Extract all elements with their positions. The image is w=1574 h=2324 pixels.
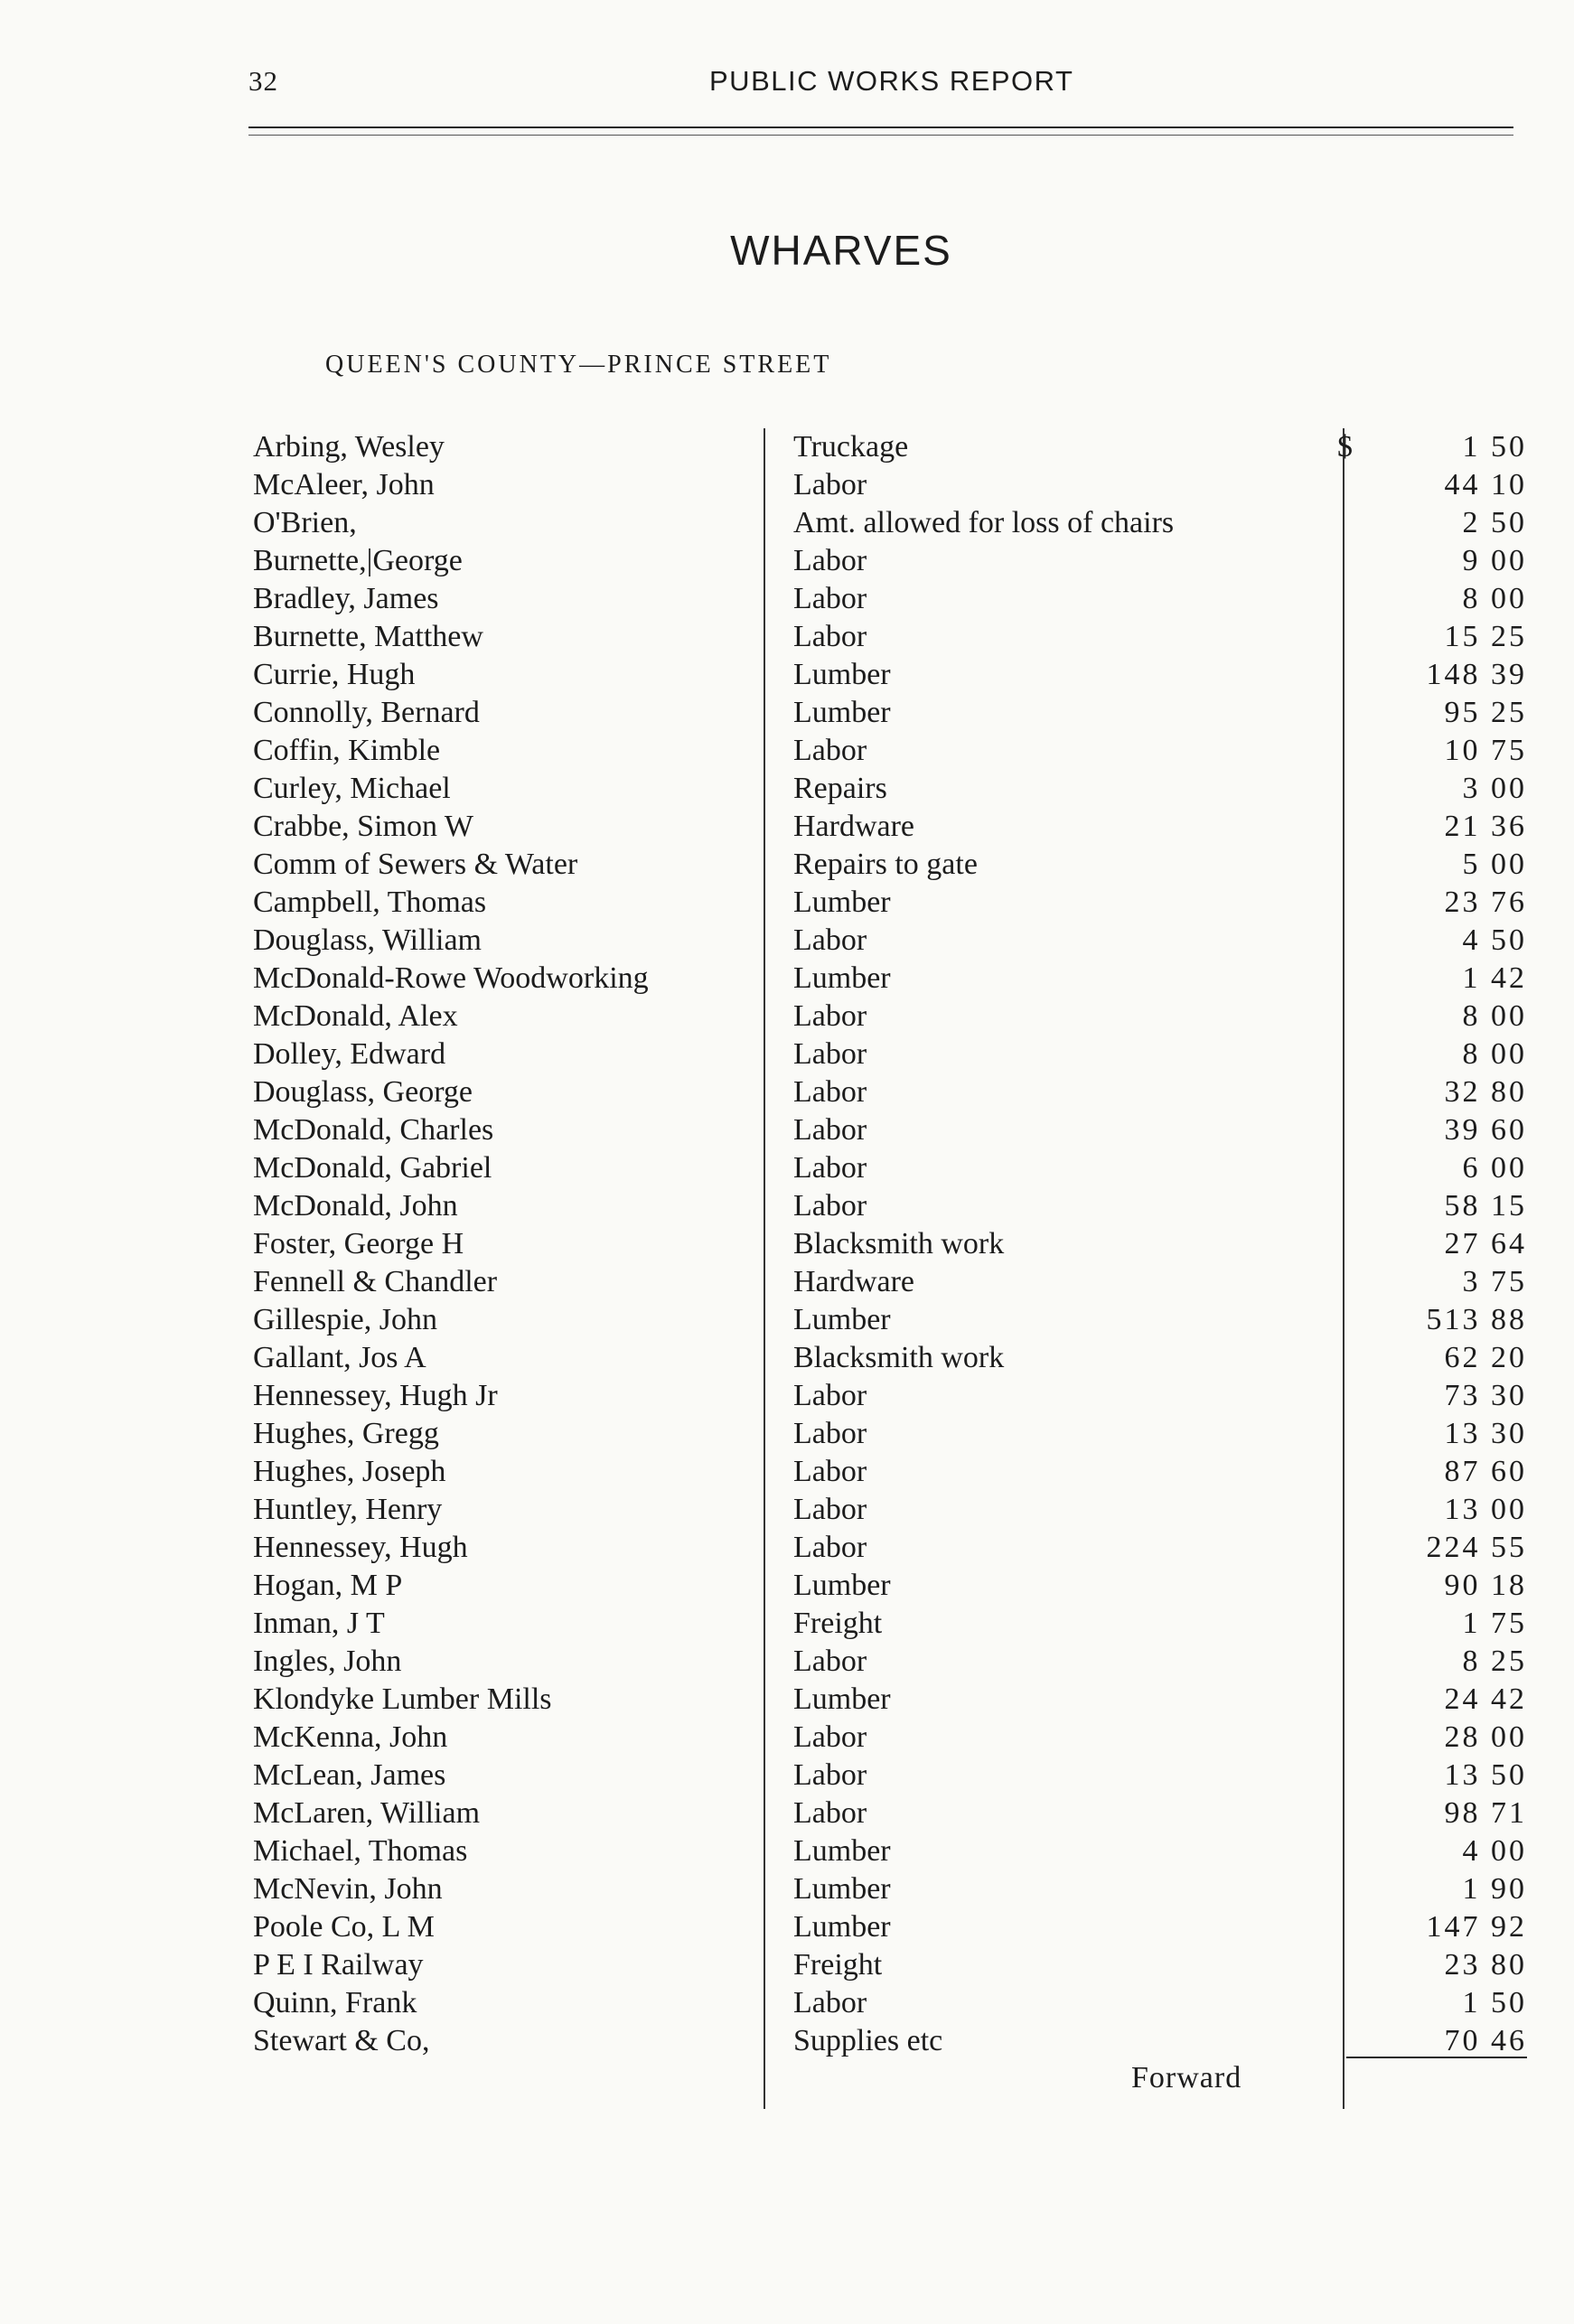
- expense-amount: 10 75: [1444, 734, 1527, 767]
- table-row: [0, 580, 1574, 618]
- expense-amount: 4 00: [1462, 1834, 1527, 1868]
- expense-amount: 9 00: [1462, 544, 1527, 577]
- expense-description: Labor: [793, 1758, 867, 1792]
- table-row: [0, 1719, 1574, 1757]
- payee-name: McDonald, Alex: [253, 999, 458, 1033]
- expense-description: Lumber: [793, 696, 891, 729]
- table-row: [0, 884, 1574, 922]
- payee-name: O'Brien,: [253, 506, 357, 539]
- table-row: [0, 1529, 1574, 1567]
- table-row: [0, 1984, 1574, 2022]
- table-row: [0, 1149, 1574, 1187]
- payee-name: Burnette, Matthew: [253, 620, 483, 653]
- expense-amount: 62 20: [1444, 1341, 1527, 1374]
- table-row: [0, 1377, 1574, 1415]
- expense-description: Lumber: [793, 658, 891, 691]
- payee-name: Burnette,|George: [253, 544, 463, 577]
- expense-description: Labor: [793, 1493, 867, 1526]
- expense-amount: 44 10: [1444, 468, 1527, 501]
- expense-amount: 8 25: [1462, 1645, 1527, 1678]
- payee-name: Hughes, Joseph: [253, 1455, 446, 1488]
- expense-description: Labor: [793, 1151, 867, 1185]
- payee-name: Campbell, Thomas: [253, 886, 487, 919]
- expense-amount: 3 75: [1462, 1265, 1527, 1298]
- payee-name: Ingles, John: [253, 1645, 402, 1678]
- expense-description: Repairs: [793, 772, 887, 805]
- payee-name: Gillespie, John: [253, 1303, 437, 1336]
- expense-amount: 148 39: [1426, 658, 1527, 691]
- table-row: [0, 1643, 1574, 1681]
- currency-symbol: $: [1337, 430, 1353, 464]
- expense-amount: 23 76: [1444, 886, 1527, 919]
- payee-name: Hennessey, Hugh Jr: [253, 1379, 498, 1412]
- payee-name: Douglass, George: [253, 1075, 473, 1109]
- expense-amount: 27 64: [1444, 1227, 1527, 1260]
- expense-description: Lumber: [793, 961, 891, 995]
- payee-name: McDonald-Rowe Woodworking: [253, 961, 649, 995]
- header-rule-thin: [248, 135, 1513, 136]
- table-row: [0, 732, 1574, 770]
- expense-description: Lumber: [793, 1872, 891, 1906]
- table-row: [0, 618, 1574, 656]
- table-row: [0, 808, 1574, 846]
- table-row: [0, 770, 1574, 808]
- table-row: [0, 428, 1574, 466]
- section-title: WHARVES: [730, 227, 952, 274]
- expense-description: Labor: [793, 1720, 867, 1754]
- expense-amount: 5 00: [1462, 848, 1527, 881]
- expense-amount: 73 30: [1444, 1379, 1527, 1412]
- expense-description: Supplies etc: [793, 2024, 943, 2057]
- payee-name: Quinn, Frank: [253, 1986, 417, 2019]
- payee-name: McLean, James: [253, 1758, 446, 1792]
- expense-amount: 28 00: [1444, 1720, 1527, 1754]
- expense-amount: 32 80: [1444, 1075, 1527, 1109]
- expense-description: Hardware: [793, 1265, 915, 1298]
- table-row: [0, 1832, 1574, 1870]
- payee-name: P E I Railway: [253, 1948, 424, 1982]
- table-row: [0, 960, 1574, 998]
- payee-name: Poole Co, L M: [253, 1910, 435, 1944]
- table-row: [0, 466, 1574, 504]
- table-row: [0, 1681, 1574, 1719]
- expense-description: Hardware: [793, 810, 915, 843]
- expense-description: Blacksmith work: [793, 1227, 1005, 1260]
- payee-name: McDonald, Charles: [253, 1113, 494, 1147]
- table-row: [0, 1073, 1574, 1111]
- table-row: [0, 1453, 1574, 1491]
- expense-description: Amt. allowed for loss of chairs: [793, 506, 1175, 539]
- expense-description: Labor: [793, 620, 867, 653]
- expense-amount: 21 36: [1444, 810, 1527, 843]
- expense-description: Labor: [793, 1986, 867, 2019]
- payee-name: McKenna, John: [253, 1720, 448, 1754]
- expense-amount: 39 60: [1444, 1113, 1527, 1147]
- table-row: [0, 694, 1574, 732]
- payee-name: Klondyke Lumber Mills: [253, 1682, 552, 1716]
- table-row: [0, 1111, 1574, 1149]
- expense-amount: 3 00: [1462, 772, 1527, 805]
- table-row: [0, 922, 1574, 960]
- expense-description: Labor: [793, 1379, 867, 1412]
- expense-amount: 24 42: [1444, 1682, 1527, 1716]
- payee-name: Douglass, William: [253, 923, 482, 957]
- expense-amount: 90 18: [1444, 1569, 1527, 1602]
- payee-name: Dolley, Edward: [253, 1037, 446, 1071]
- expense-amount: 1 42: [1462, 961, 1527, 995]
- expense-description: Labor: [793, 999, 867, 1033]
- expense-description: Labor: [793, 923, 867, 957]
- payee-name: Gallant, Jos A: [253, 1341, 426, 1374]
- table-row: [0, 1415, 1574, 1453]
- payee-name: Huntley, Henry: [253, 1493, 443, 1526]
- table-row: [0, 998, 1574, 1035]
- expense-amount: 13 30: [1444, 1417, 1527, 1450]
- table-row: [0, 1339, 1574, 1377]
- payee-name: McAleer, John: [253, 468, 435, 501]
- table-row: [0, 1225, 1574, 1263]
- table-row: [0, 1946, 1574, 1984]
- total-rule: [1346, 2057, 1527, 2058]
- payee-name: Bradley, James: [253, 582, 439, 615]
- expense-amount: 1 50: [1462, 1986, 1527, 2019]
- expense-amount: 23 80: [1444, 1948, 1527, 1982]
- payee-name: Connolly, Bernard: [253, 696, 480, 729]
- expense-description: Labor: [793, 544, 867, 577]
- payee-name: Inman, J T: [253, 1607, 385, 1640]
- payee-name: Comm of Sewers & Water: [253, 848, 578, 881]
- table-row: [0, 1870, 1574, 1908]
- expense-amount: 4 50: [1462, 923, 1527, 957]
- payee-name: Hogan, M P: [253, 1569, 403, 1602]
- expense-description: Labor: [793, 1037, 867, 1071]
- table-row: [0, 656, 1574, 694]
- expense-description: Blacksmith work: [793, 1341, 1005, 1374]
- expense-amount: 8 00: [1462, 582, 1527, 615]
- payee-name: Foster, George H: [253, 1227, 464, 1260]
- table-row: [0, 1795, 1574, 1832]
- payee-name: McNevin, John: [253, 1872, 443, 1906]
- payee-name: McDonald, Gabriel: [253, 1151, 492, 1185]
- expense-description: Lumber: [793, 1910, 891, 1944]
- payee-name: Currie, Hugh: [253, 658, 416, 691]
- payee-name: Fennell & Chandler: [253, 1265, 498, 1298]
- running-header-title: PUBLIC WORKS REPORT: [709, 65, 1074, 97]
- expense-amount: 15 25: [1444, 620, 1527, 653]
- table-row: [0, 1301, 1574, 1339]
- header-rule: [248, 127, 1513, 128]
- expense-amount: 1 90: [1462, 1872, 1527, 1906]
- expense-amount: 87 60: [1444, 1455, 1527, 1488]
- expense-amount: 8 00: [1462, 999, 1527, 1033]
- table-row: [0, 2022, 1574, 2060]
- expense-description: Freight: [793, 1607, 883, 1640]
- expense-description: Truckage: [793, 430, 909, 464]
- expense-description: Lumber: [793, 1682, 891, 1716]
- page-number: 32: [248, 65, 278, 97]
- payee-name: Coffin, Kimble: [253, 734, 441, 767]
- expense-amount: 1 75: [1462, 1607, 1527, 1640]
- payee-name: Curley, Michael: [253, 772, 451, 805]
- table-row: [0, 1035, 1574, 1073]
- expense-amount: 13 00: [1444, 1493, 1527, 1526]
- expense-description: Labor: [793, 734, 867, 767]
- expense-description: Lumber: [793, 1834, 891, 1868]
- expense-amount: 224 55: [1426, 1531, 1527, 1564]
- expense-description: Labor: [793, 1113, 867, 1147]
- expense-description: Labor: [793, 1417, 867, 1450]
- table-row: [0, 846, 1574, 884]
- expense-description: Labor: [793, 1455, 867, 1488]
- expense-amount: 58 15: [1444, 1189, 1527, 1223]
- expense-amount: 98 71: [1444, 1796, 1527, 1830]
- table-row: [0, 1263, 1574, 1301]
- payee-name: McLaren, William: [253, 1796, 481, 1830]
- expense-description: Labor: [793, 468, 867, 501]
- expense-description: Labor: [793, 1645, 867, 1678]
- expense-description: Labor: [793, 1531, 867, 1564]
- payee-name: Hennessey, Hugh: [253, 1531, 468, 1564]
- expense-description: Labor: [793, 1796, 867, 1830]
- expense-description: Labor: [793, 1189, 867, 1223]
- expense-description: Lumber: [793, 886, 891, 919]
- table-row: [0, 542, 1574, 580]
- expense-amount: 6 00: [1462, 1151, 1527, 1185]
- table-row: [0, 1567, 1574, 1605]
- expense-amount: 147 92: [1426, 1910, 1527, 1944]
- expense-description: Labor: [793, 582, 867, 615]
- section-subtitle: QUEEN'S COUNTY—PRINCE STREET: [325, 351, 832, 379]
- table-row: [0, 1187, 1574, 1225]
- table-row: [0, 1908, 1574, 1946]
- expense-description: Freight: [793, 1948, 883, 1982]
- expense-amount: 1 50: [1462, 430, 1527, 464]
- expense-amount: 13 50: [1444, 1758, 1527, 1792]
- payee-name: Michael, Thomas: [253, 1834, 468, 1868]
- expense-amount: 70 46: [1444, 2024, 1527, 2057]
- expense-amount: 95 25: [1444, 696, 1527, 729]
- table-row: [0, 504, 1574, 542]
- table-row: [0, 1757, 1574, 1795]
- forward-label: Forward: [1131, 2061, 1242, 2094]
- expense-description: Repairs to gate: [793, 848, 978, 881]
- expense-amount: 513 88: [1426, 1303, 1527, 1336]
- payee-name: Crabbe, Simon W: [253, 810, 473, 843]
- expense-amount: 8 00: [1462, 1037, 1527, 1071]
- table-row: [0, 1605, 1574, 1643]
- payee-name: Arbing, Wesley: [253, 430, 445, 464]
- expense-description: Lumber: [793, 1303, 891, 1336]
- expense-description: Labor: [793, 1075, 867, 1109]
- payee-name: Hughes, Gregg: [253, 1417, 439, 1450]
- expense-description: Lumber: [793, 1569, 891, 1602]
- payee-name: McDonald, John: [253, 1189, 458, 1223]
- payee-name: Stewart & Co,: [253, 2024, 430, 2057]
- table-row: [0, 1491, 1574, 1529]
- expense-amount: 2 50: [1462, 506, 1527, 539]
